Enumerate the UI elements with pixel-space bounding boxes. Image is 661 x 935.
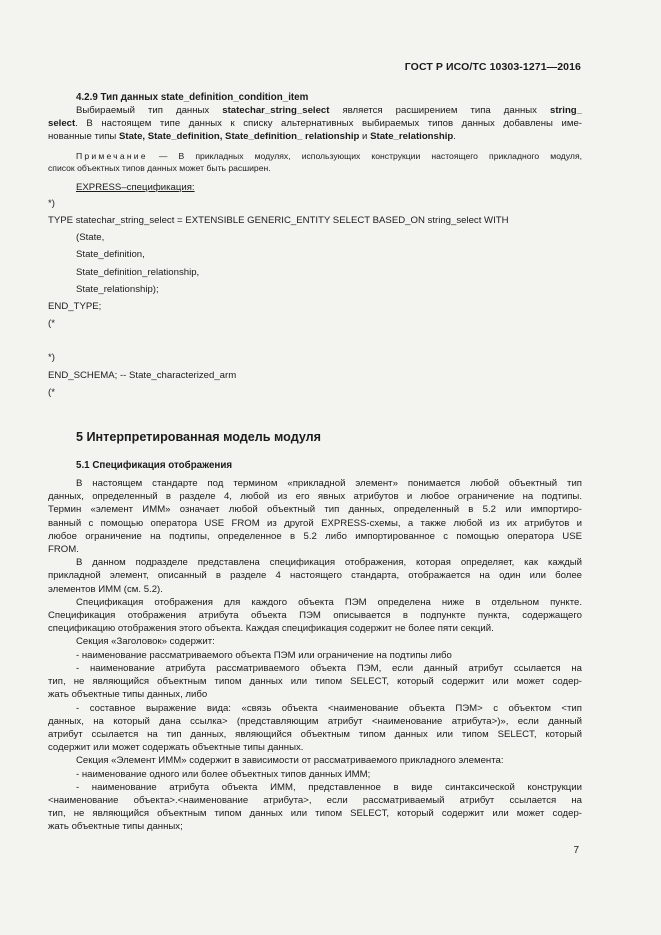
note-line: Примечание — В прикладных модулях, использующих конструкции настоящего прикладного модуля, [76,150,582,161]
para-line: Спецификация отображения для каждого объекта ПЭМ определена ниже в отдельном пункте. [76,596,582,608]
para-line: жать объектные типы данных, либо [48,689,208,701]
para-line: Секция «Заголовок» содержит: [76,636,215,648]
note-line: список объектных типов данных может быть расширен. [48,162,271,173]
para-line: В настоящем стандарте под термином «прикладной элемент» понимается любой объектный тип [76,478,582,490]
section-5-title: 5 Интерпретированная модель модуля [76,430,322,445]
para-line: Выбираемый тип данных statechar_string_select является расширением типа данных string_ [76,105,583,116]
code-line: State_definition_relationship, [76,266,200,278]
para-line: тип, не являющийся объектным типом данных или типом SELECT, который содержит или может содер- [48,676,582,688]
para-line: select. В настоящем типе данных к списку альтернативных выбираемых типов данных добавлены име- [48,118,582,130]
code-line: (* [48,318,55,330]
code-line: *) [48,352,55,364]
list-item: - наименование рассматриваемого объекта ПЭМ или ограничение на подтипы либо [76,649,452,661]
para-line: В данном подразделе представлена спецификация отображения, которая определяет, как каждый [76,557,582,569]
code-line: State_relationship); [76,283,159,295]
standard-header: ГОСТ Р ИСО/ТС 10303-1271—2016 [404,61,581,73]
para-line: тип, не являющийся объектным типом данных или типом SELECT, который содержит или может содер- [48,808,582,820]
code-line: *) [48,197,55,209]
para-line: элементов ИММ (см. 5.2). [48,583,163,595]
list-item: - наименование одного или более объектных типов данных ИММ; [76,768,371,780]
code-line: State_definition, [76,249,145,261]
code-line: TYPE statechar_string_select = EXTENSIBLE GENERIC_ENTITY SELECT BASED_ON string_select WITH [48,215,509,227]
para-line: ванный с помощью оператора USE FROM из другой EXPRESS-схемы, а также любой из их атрибутов и [48,517,582,529]
para-line: любое ограничение на подтипы, определенное в 5.2 либо импортированное с помощью оператора USE [48,530,582,542]
section-4-2-9-title: 4.2.9 Тип данных state_definition_condition_item [76,92,309,103]
para-line: FROM. [48,544,79,556]
para-line: спецификацию отображения этого объекта. Каждая спецификация содержит не более пяти секций. [48,623,494,635]
list-item: - составное выражение вида: «связь объекта <наименование объекта ПЭМ> с объектом <тип [76,702,582,714]
code-line: END_SCHEMA; -- State_characterized_arm [48,369,237,381]
page-content [48,91,582,834]
para-line: Термин «элемент ИММ» означает любой объектный тип данных, определенный в 5.2 или импортиро- [48,504,582,516]
list-item: - наименование атрибута объекта ИММ, представленное в виде синтаксической конструкции [76,781,582,793]
code-line: (State, [76,232,105,244]
para-line: нованные типы State, State_definition, State_definition_ relationship и State_relationship. [48,131,456,143]
para-line: прикладной элемент, описанный в разделе 4 настоящего стандарта, отображается на один или более [48,570,582,582]
para-line: атрибут ссылается на тип данных, являющийся объектным типом данных или типом SELECT, который [48,728,582,740]
para-line: данных, определенный в разделе 4, любой из его явных атрибутов и любое ограничение на подтипы. [48,491,582,503]
para-line: Секция «Элемент ИММ» содержит в зависимости от рассматриваемого прикладного элемента: [76,755,504,767]
page-number: 7 [573,845,579,856]
para-line: жать объектные типы данных; [48,821,183,833]
para-line: <наименование объекта>.<наименование атрибута>, если рассматриваемый атрибут ссылается на [48,794,582,806]
para-line: данных, на который дана ссылка> (представляющим атрибут <наименование атрибута>)», если данный [48,715,582,727]
section-5-1-title: 5.1 Спецификация отображения [76,460,233,472]
list-item: - наименование атрибута рассматриваемого объекта ПЭМ, если данный атрибут ссылается на [76,662,582,674]
code-line: (* [48,386,55,398]
para-line: Спецификация отображения атрибута объекта ПЭМ описывается в подпункте пункта, содержащего [48,610,582,622]
code-line: END_TYPE; [48,301,102,313]
para-line: содержит или может содержать объектные типы данных. [48,742,304,754]
express-spec-label: EXPRESS–спецификация: [76,181,195,193]
